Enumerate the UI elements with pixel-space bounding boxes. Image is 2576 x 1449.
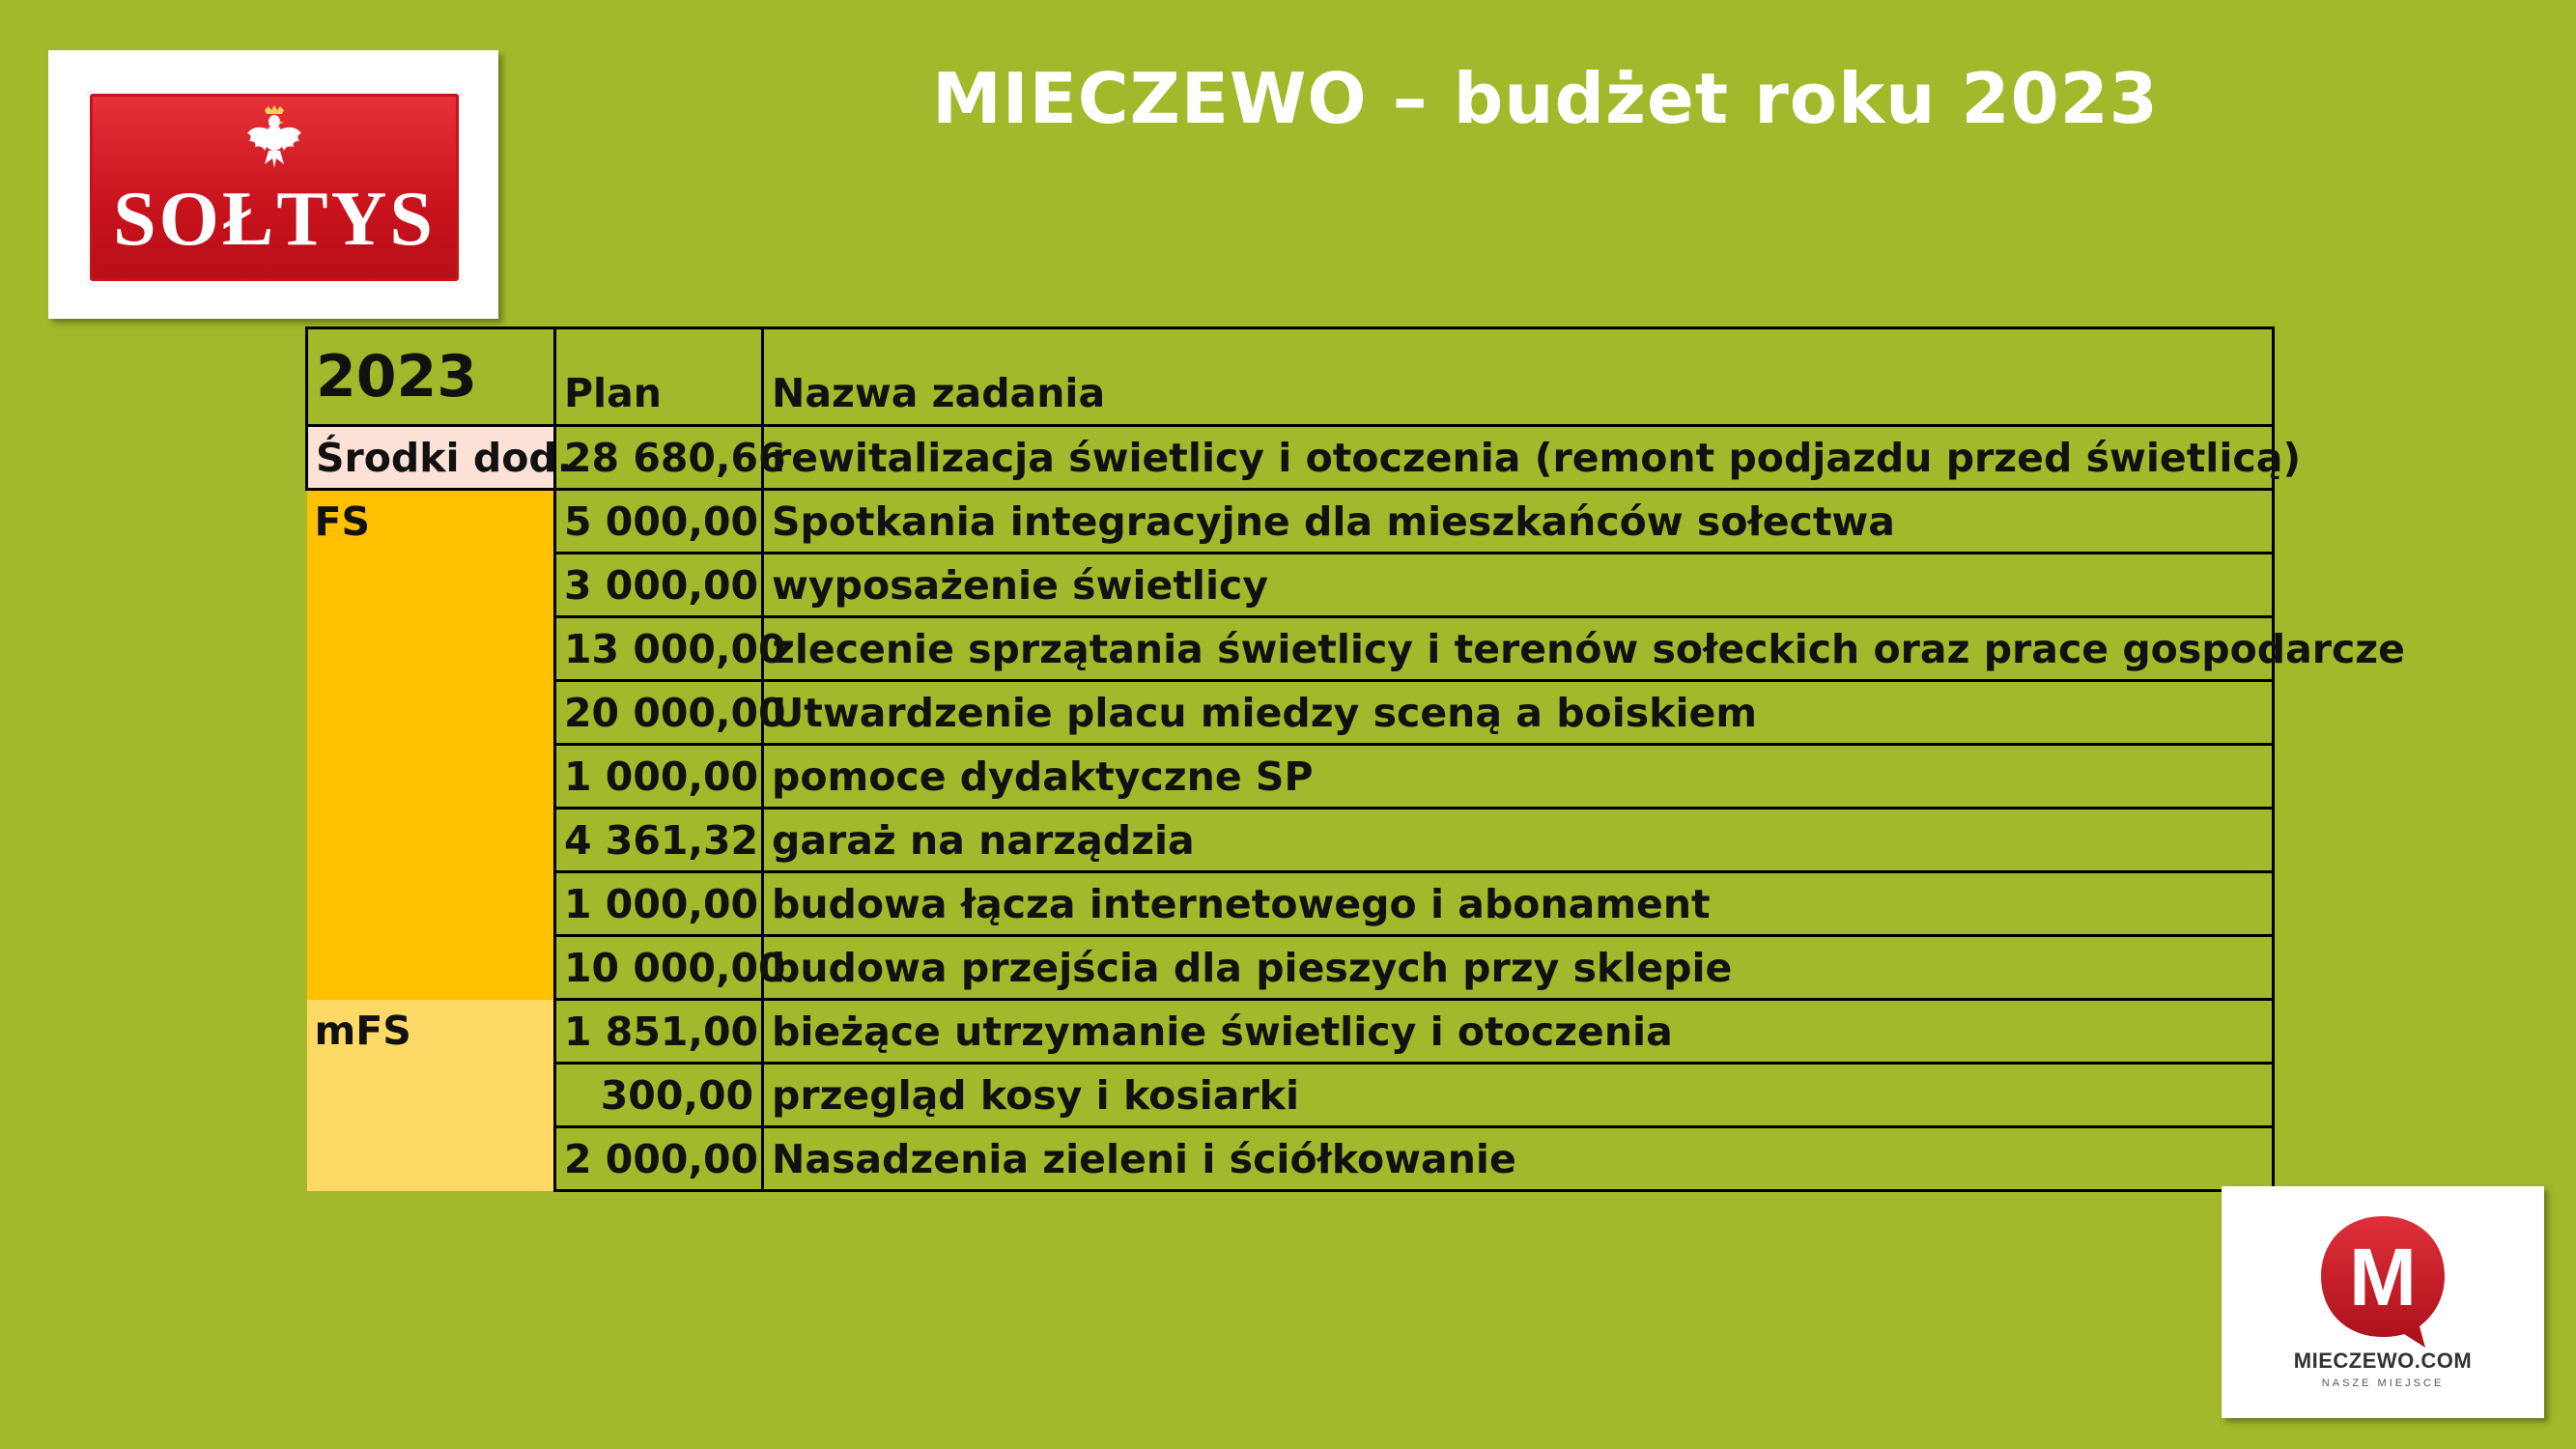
mieczewo-logo <box>2222 1186 2544 1418</box>
chat-bubble-m-icon <box>2311 1210 2454 1353</box>
plan-amount: 28 680,66 <box>555 426 763 490</box>
table-row <box>307 745 2274 809</box>
polish-eagle-icon <box>243 104 305 172</box>
table-row <box>307 936 2274 1000</box>
table-row <box>307 872 2274 936</box>
soltys-plate <box>87 91 462 284</box>
header-year: 2023 <box>307 328 555 426</box>
table-row <box>307 1000 2274 1064</box>
table-row <box>307 1064 2274 1127</box>
page-title: MIECZEWO – budżet roku 2023 <box>932 58 2159 139</box>
header-plan: Plan <box>555 328 763 426</box>
table-header-row <box>307 328 2274 426</box>
task-name: wyposażenie świetlicy <box>763 554 2274 617</box>
plan-amount: 2 000,00 <box>555 1127 763 1191</box>
task-name: budowa przejścia dla pieszych przy sklepie <box>763 936 2274 1000</box>
category-mfs: mFS <box>307 1000 555 1191</box>
plan-amount: 3 000,00 <box>555 554 763 617</box>
budget-table <box>305 327 2405 1192</box>
plan-amount: 1 000,00 <box>555 872 763 936</box>
task-name: Nasadzenia zieleni i ściółkowanie <box>763 1127 2274 1191</box>
plan-amount: 13 000,00 <box>555 617 763 681</box>
plan-amount: 10 000,00 <box>555 936 763 1000</box>
table-row <box>307 617 2274 681</box>
task-name: garaż na narządzia <box>763 809 2274 872</box>
task-name: zlecenie sprzątania świetlicy i terenów sołeckich oraz prace gospodarcze <box>763 617 2274 681</box>
table-row <box>307 681 2274 745</box>
plan-amount: 1 851,00 <box>555 1000 763 1064</box>
table-row <box>307 554 2274 617</box>
plan-amount: 20 000,00 <box>555 681 763 745</box>
mieczewo-logo-tagline: NASZE MIEJSCE <box>2321 1378 2445 1389</box>
task-name: rewitalizacja świetlicy i otoczenia (remont podjazdu przed świetlicą) <box>763 426 2274 490</box>
task-name: Utwardzenie placu miedzy sceną a boiskiem <box>763 681 2274 745</box>
plan-amount: 4 361,32 <box>555 809 763 872</box>
plan-amount: 300,00 <box>555 1064 763 1127</box>
task-name: budowa łącza internetowego i abonament <box>763 872 2274 936</box>
task-name: przegląd kosy i kosiarki <box>763 1064 2274 1127</box>
table-row <box>307 809 2274 872</box>
plan-amount: 1 000,00 <box>555 745 763 809</box>
task-name: bieżące utrzymanie świetlicy i otoczenia <box>763 1000 2274 1064</box>
task-name: pomoce dydaktyczne SP <box>763 745 2274 809</box>
mieczewo-logo-name: MIECZEWO.COM <box>2293 1349 2473 1373</box>
table-row <box>307 1127 2274 1191</box>
soltys-logo <box>48 50 498 319</box>
task-name: Spotkania integracyjne dla mieszkańców sołectwa <box>763 490 2274 554</box>
category-fs: FS <box>307 490 555 1000</box>
table-row <box>307 426 2274 490</box>
soltys-logo-text: SOŁTYS <box>113 177 436 262</box>
category-srodki-dod: Środki dod. <box>307 426 555 490</box>
header-task-name: Nazwa zadania <box>763 328 2274 426</box>
mieczewo-mark-letter: M <box>2349 1232 2417 1322</box>
table-row <box>307 490 2274 554</box>
plan-amount: 5 000,00 <box>555 490 763 554</box>
